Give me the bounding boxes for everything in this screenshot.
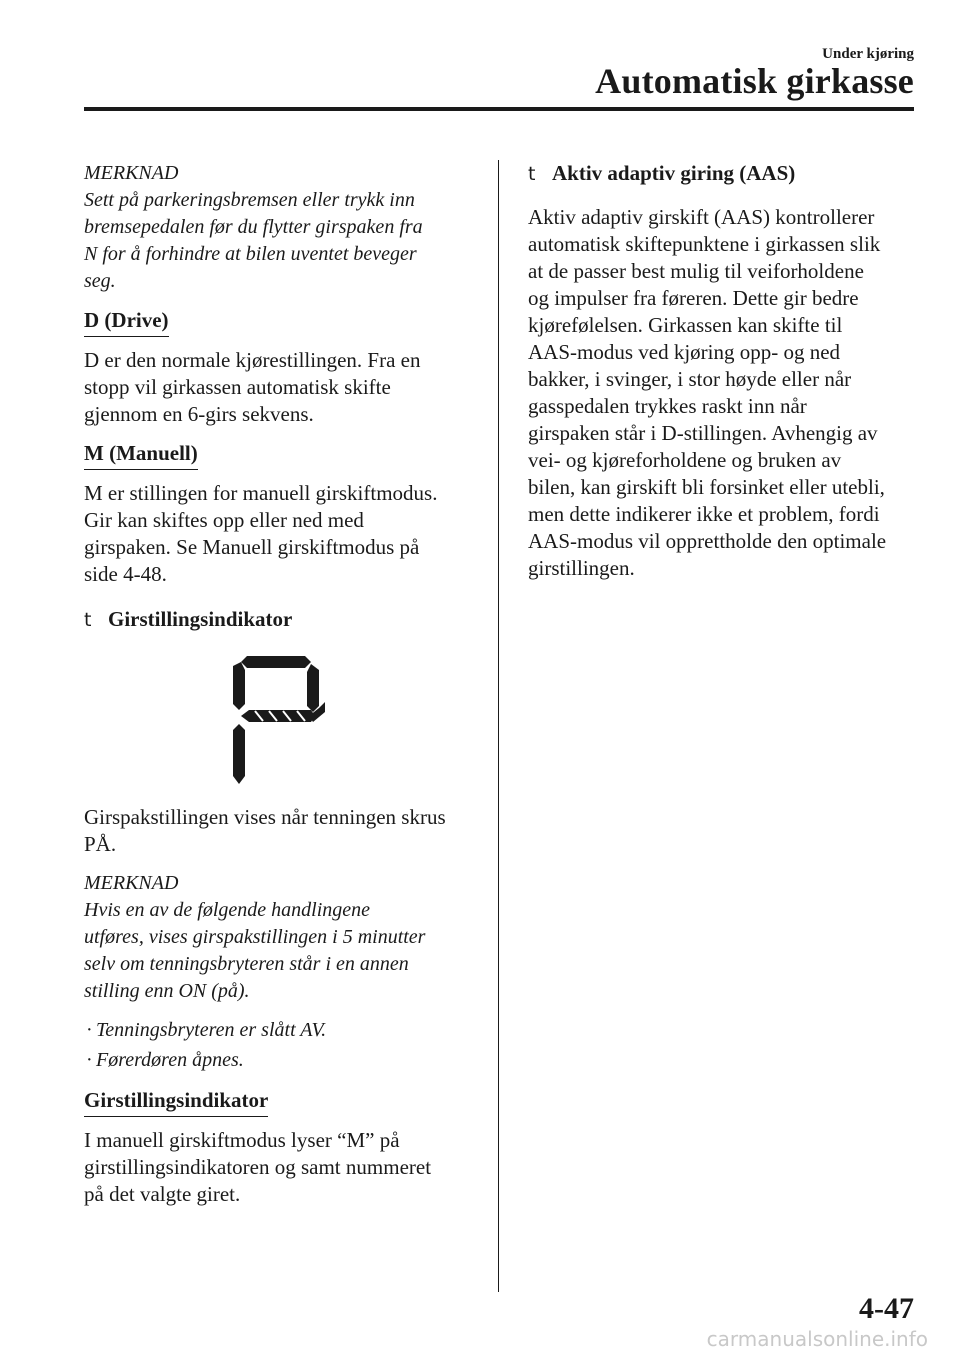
note-line: stilling enn ON (på). bbox=[84, 980, 250, 1002]
drive-heading-wrap bbox=[84, 307, 479, 337]
note-line: selv om tenningsbryteren står i en annen bbox=[84, 953, 409, 975]
list-item-text: Førerdøren åpnes. bbox=[96, 1049, 244, 1071]
manual-paragraph bbox=[84, 480, 479, 588]
paragraph-line: men dette indikerer ikke et problem, fordi bbox=[528, 502, 880, 526]
paragraph-line: gasspedalen trykkes raskt inn når bbox=[528, 394, 807, 418]
note-line: Hvis en av de følgende handlingene bbox=[84, 899, 371, 921]
manual-heading: M (Manuell) bbox=[84, 440, 198, 470]
drive-heading: D (Drive) bbox=[84, 307, 169, 337]
aas-heading bbox=[528, 160, 918, 188]
paragraph-line: Gir kan skiftes opp eller ned med bbox=[84, 508, 364, 532]
manual-heading-wrap bbox=[84, 440, 479, 470]
list-item-text: Tenningsbryteren er slått AV. bbox=[96, 1019, 327, 1041]
note-bullet-list bbox=[84, 1015, 479, 1075]
paragraph-line: bilen, kan girskift bli forsinket eller utebli, bbox=[528, 475, 885, 499]
gear-p-segment-display-icon bbox=[227, 650, 337, 790]
indicator-heading-text: Girstillingsindikator bbox=[108, 607, 293, 631]
drive-paragraph bbox=[84, 347, 479, 428]
paragraph-line: og impulser fra føreren. Dette gir bedre bbox=[528, 286, 859, 310]
paragraph-line: girstillingen. bbox=[528, 556, 635, 580]
watermark: carmanualsonline.info bbox=[706, 1327, 928, 1351]
indicator-paragraph bbox=[84, 804, 479, 858]
note-block bbox=[84, 870, 479, 1075]
list-item bbox=[84, 1045, 479, 1075]
paragraph-line: I manuell girskiftmodus lyser “M” på bbox=[84, 1128, 400, 1152]
paragraph-line: AAS-modus vil opprettholde den optimale bbox=[528, 529, 887, 553]
note-line: utføres, vises girspakstillingen i 5 minutter bbox=[84, 926, 426, 948]
left-column bbox=[84, 160, 479, 1208]
paragraph-line: AAS-modus ved kjøring opp- og ned bbox=[528, 340, 841, 364]
section-bullet-icon: t bbox=[84, 609, 92, 631]
note-line: bremsepedalen før du flytter girspaken fra bbox=[84, 216, 423, 238]
note-line: seg. bbox=[84, 270, 116, 292]
note-line: N for å forhindre at bilen uventet beveger bbox=[84, 243, 417, 265]
section-label: Under kjøring bbox=[822, 46, 914, 62]
indicator2-heading: Girstillingsindikator bbox=[84, 1087, 268, 1117]
note-line: Sett på parkeringsbremsen eller trykk inn bbox=[84, 189, 415, 211]
paragraph-line: PÅ. bbox=[84, 832, 117, 856]
indicator-heading bbox=[84, 606, 479, 634]
note-label: MERKNAD bbox=[84, 872, 179, 894]
paragraph-line: bakker, i svinger, i stor høyde eller når bbox=[528, 367, 852, 391]
column-divider bbox=[498, 160, 499, 1292]
paragraph-line: kjørefølelsen. Girkassen kan skifte til bbox=[528, 313, 843, 337]
right-column bbox=[528, 160, 918, 582]
section-bullet-icon: t bbox=[528, 163, 536, 185]
note-block bbox=[84, 160, 479, 295]
indicator2-heading-wrap bbox=[84, 1087, 479, 1117]
paragraph-line: gjennom en 6-girs sekvens. bbox=[84, 402, 314, 426]
page-title: Automatisk girkasse bbox=[595, 61, 914, 101]
paragraph-line: girstillingsindikatoren og samt nummeret bbox=[84, 1155, 432, 1179]
aas-paragraph bbox=[528, 204, 918, 582]
paragraph-line: girspaken står i D-stillingen. Avhengig av bbox=[528, 421, 878, 445]
note-label: MERKNAD bbox=[84, 162, 179, 184]
paragraph-line: Aktiv adaptiv girskift (AAS) kontrollerer bbox=[528, 205, 875, 229]
gear-indicator-figure bbox=[84, 650, 479, 790]
aas-heading-text: Aktiv adaptiv giring (AAS) bbox=[552, 161, 796, 185]
bullet-dot-icon: · bbox=[86, 1049, 93, 1071]
paragraph-line: vei- og kjøreforholdene og bruken av bbox=[528, 448, 842, 472]
paragraph-line: M er stillingen for manuell girskiftmodus. bbox=[84, 481, 438, 505]
paragraph-line: stopp vil girkassen automatisk skifte bbox=[84, 375, 391, 399]
bullet-dot-icon: · bbox=[86, 1019, 93, 1041]
paragraph-line: automatisk skiftepunktene i girkassen slik bbox=[528, 232, 881, 256]
indicator2-paragraph bbox=[84, 1127, 479, 1208]
paragraph-line: at de passer best mulig til veiforholdene bbox=[528, 259, 864, 283]
paragraph-line: D er den normale kjørestillingen. Fra en bbox=[84, 348, 421, 372]
page-number: 4-47 bbox=[859, 1292, 914, 1325]
paragraph-line: på det valgte giret. bbox=[84, 1182, 241, 1206]
header-rule bbox=[84, 107, 914, 111]
list-item bbox=[84, 1015, 479, 1045]
paragraph-line: Girspakstillingen vises når tenningen skrus bbox=[84, 805, 446, 829]
paragraph-line: side 4-48. bbox=[84, 562, 167, 586]
paragraph-line: girspaken. Se Manuell girskiftmodus på bbox=[84, 535, 420, 559]
